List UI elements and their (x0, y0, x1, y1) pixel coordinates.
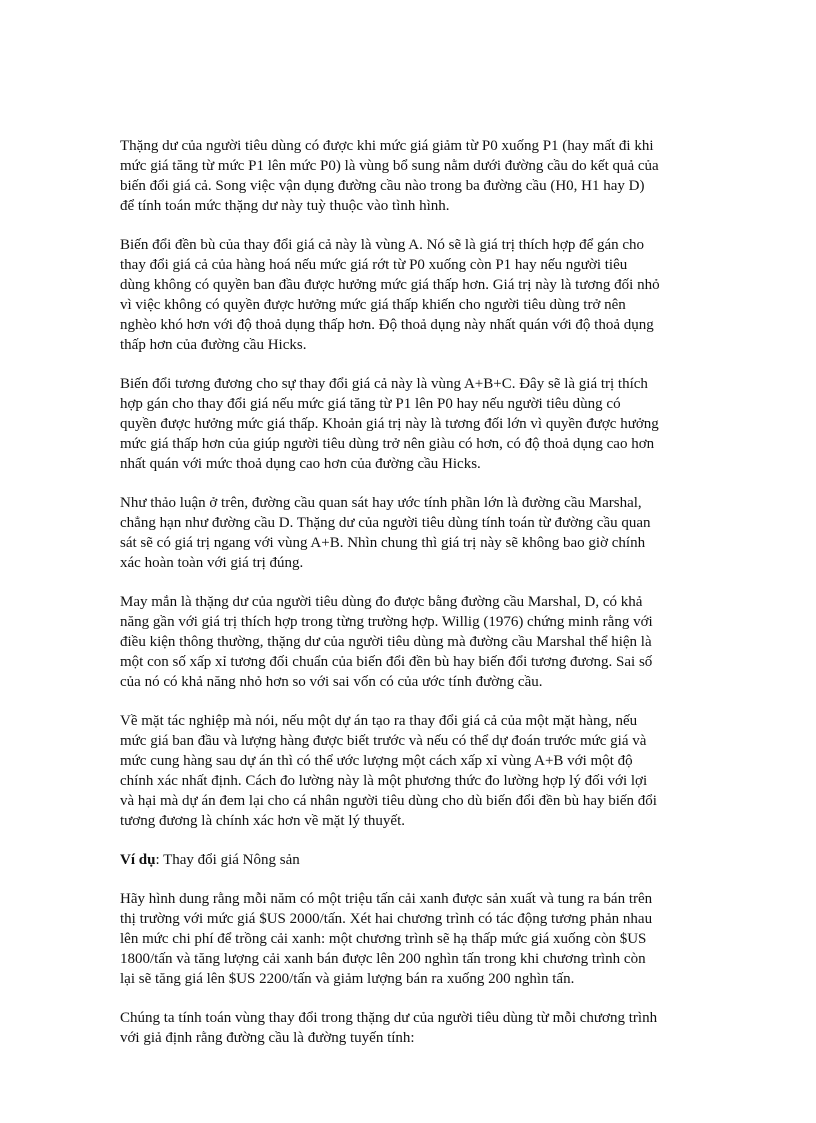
paragraph-willig: May mắn là thặng dư của người tiêu dùng đo được bằng đường cầu Marshal, D, có khả năng gần với giá trị thích hợp trong từng trường hợp. Willig (1976) chứng minh rằng với điều kiện thông thường, thặng dư của người tiêu dùng mà đường cầu Marshal thể hiện là một con số xấp xỉ tương đối chuẩn của biến đổi đền bù hay biến đổi tương đương. Sai số của nó có khả năng nhỏ hơn so với sai vốn có của ước tính đường cầu. (120, 594, 653, 690)
document-page (120, 136, 700, 1067)
paragraph-example-calculation: Chúng ta tính toán vùng thay đổi trong thặng dư của người tiêu dùng từ mỗi chương trình với giả định rằng đường cầu là đường tuyến tính: (120, 1010, 658, 1046)
paragraph-consumer-surplus: Thặng dư của người tiêu dùng có được khi mức giá giảm từ P0 xuống P1 (hay mất đi khi mức giá tăng từ mức P1 lên mức P0) là vùng bổ sung nằm dưới đường cầu do kết quả của biến đổi giá cả. Song việc vận dụng đường cầu nào trong ba đường cầu (H0, H1 hay D) để tính toán mức thặng dư này tuỳ thuộc vào tình hình. (120, 138, 659, 214)
example-heading (120, 850, 700, 870)
example-title: : Thay đổi giá Nông sản (155, 852, 300, 868)
paragraph-marshal-demand: Như thảo luận ở trên, đường cầu quan sát hay ước tính phần lớn là đường cầu Marshal, chẳng hạn như đường cầu D. Thặng dư của người tiêu dùng tính toán từ đường cầu quan sát sẽ có giá trị ngang với vùng A+B. Nhìn chung thì giá trị này sẽ không bao giờ chính xác hoàn toàn với giá trị đúng. (120, 495, 651, 571)
paragraph-compensating-variation: Biến đổi đền bù của thay đổi giá cả này là vùng A. Nó sẽ là giá trị thích hợp để gán cho thay đổi giá cả của hàng hoá nếu mức giá rớt từ P0 xuống còn P1 hay nếu người tiêu dùng không có quyền ban đầu được hưởng mức giá thấp hơn. Giá trị này là tương đối nhỏ vì việc không có quyền được hưởng mức giá thấp khiến cho người tiêu dùng trở nên nghèo khó hơn với độ thoả dụng thấp hơn. Độ thoả dụng này nhất quán với độ thoả dụng thấp hơn của đường cầu Hicks. (120, 237, 660, 353)
paragraph-equivalent-variation: Biến đổi tương đương cho sự thay đổi giá cả này là vùng A+B+C. Đây sẽ là giá trị thích hợp gán cho thay đổi giá nếu mức giá tăng từ P1 lên P0 hay nếu người tiêu dùng có quyền được hưởng mức giá thấp. Khoản giá trị này là tương đối lớn vì quyền được hưởng mức giá thấp hơn của giúp người tiêu dùng trở nên giàu có hơn, có độ thoả dụng cao hơn nhất quán với mức thoả dụng cao hơn của đường cầu Hicks. (120, 376, 659, 472)
example-label: Ví dụ (120, 852, 156, 868)
paragraph-example-setup: Hãy hình dung rằng mỗi năm có một triệu tấn cải xanh được sản xuất và tung ra bán trên thị trường với mức giá $US 2000/tấn. Xét hai chương trình có tác động tương phản nhau lên mức chi phí để trồng cải xanh: một chương trình sẽ hạ thấp mức giá xuống còn $US 1800/tấn và tăng lượng cải xanh bán được lên 200 nghìn tấn trong khi chương trình còn lại sẽ tăng giá lên $US 2200/tấn và giảm lượng bán ra xuống 200 nghìn tấn. (120, 891, 653, 987)
paragraph-operational: Về mặt tác nghiệp mà nói, nếu một dự án tạo ra thay đổi giá cả của một mặt hàng, nếu mức giá ban đầu và lượng hàng được biết trước và nếu có thể dự đoán trước mức giá và mức cung hàng sau dự án thì có thể ước lượng một cách xấp xỉ vùng A+B với một độ chính xác nhất định. Cách đo lường này là một phương thức đo lường hợp lý đối với lợi và hại mà dự án đem lại cho cá nhân người tiêu dùng cho dù biến đổi đền bù hay biến đổi tương đương là chính xác hơn về mặt lý thuyết. (120, 713, 657, 829)
